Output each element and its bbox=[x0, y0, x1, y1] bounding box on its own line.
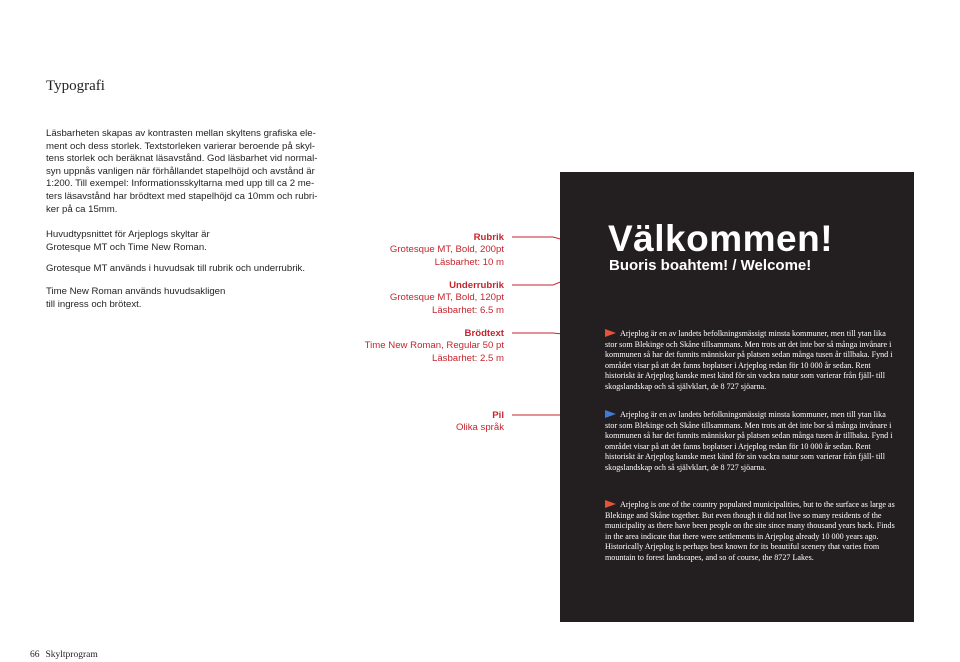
label-rubrik-title: Rubrik bbox=[473, 232, 504, 243]
typeface-line: Huvudtypsnittet för Arjeplogs skyltar är bbox=[46, 229, 210, 240]
intro-line: syn uppnås vanligen när förhållandet stapelhöjd och avstånd är bbox=[46, 165, 315, 177]
intro-line: ker på ca 15mm. bbox=[46, 203, 118, 215]
sign-paragraph-text: Arjeplog är en av landets befolkningsmässigt minsta kommuner, men till ytan lika stor som Blekinge och Skåne tillsammans. Men trots att det inte bor så många invånare i kommunen så har det funnits människor på platsen sedan många tusen år tillbaka. Fynd i området visar på att det fanns boplatser i Arjeplog redan för 10 000 år sedan. Rent historiskt är Arjeplog kanske mest känd för sin vackra natur som varierar från fjäll- till skogslandskap och så självklart, de 8 727 sjöarna. bbox=[605, 410, 893, 472]
label-rubrik-spec: Grotesque MT, Bold, 200pt bbox=[389, 244, 504, 256]
label-underrubrik-spec: Grotesque MT, Bold, 120pt bbox=[389, 292, 504, 304]
label-underrubrik-readability: Läsbarhet: 6.5 m bbox=[432, 304, 504, 316]
label-underrubrik-title: Underrubrik bbox=[449, 280, 504, 291]
intro-line: 1:200. Till exempel: Informationsskyltarna med upp till ca 2 me- bbox=[46, 178, 315, 190]
page-title: Typografi bbox=[46, 78, 105, 94]
label-brodtext-readability: Läsbarhet: 2.5 m bbox=[432, 352, 504, 364]
label-brodtext-spec: Time New Roman, Regular 50 pt bbox=[364, 340, 504, 352]
label-pil-title: Pil bbox=[492, 410, 504, 421]
intro-line: ters läsavstånd har brödtext med stapelhöjd ca 10mm och rubri- bbox=[46, 190, 318, 202]
label-brodtext-title: Brödtext bbox=[464, 328, 504, 339]
label-rubrik-readability: Läsbarhet: 10 m bbox=[434, 256, 504, 268]
sign-paragraph-text: Arjeplog är en av landets befolkningsmässigt minsta kommuner, men till ytan lika stor som Blekinge och Skåne tillsammans. Men trots att det inte bor så många invånare i kommunen så har det funnits människor på platsen sedan många tusen år tillbaka. Fynd i området visar på att det fanns boplatser i Arjeplog redan för 10 000 år sedan. Rent historiskt är Arjeplog kanske mest känd för sin vackra natur som varierar från fjäll- till skogslandskap och så självklart, de 8 727 sjöarna. bbox=[605, 329, 893, 391]
orange-arrow-icon bbox=[605, 329, 616, 337]
blue-arrow-icon bbox=[605, 410, 616, 418]
sign-subheading: Buoris boahtem! / Welcome! bbox=[609, 257, 812, 274]
typeface-line: Grotesque MT och Time New Roman. bbox=[46, 241, 207, 253]
tnr-line: Time New Roman används huvudsakligen bbox=[46, 286, 226, 297]
page-footer bbox=[30, 650, 98, 660]
intro-line: tens storlek och beräknat läsavstånd. God läsbarhet vid normal- bbox=[46, 153, 318, 165]
sign-heading: Välkommen! bbox=[608, 218, 834, 259]
sign-paragraph-swedish-1 bbox=[605, 329, 895, 393]
page-number: 66 bbox=[30, 650, 40, 660]
grotesque-usage-text: Grotesque MT används i huvudsak till rubrik och underrubrik. bbox=[46, 263, 305, 274]
sign-paragraph-text: Arjeplog is one of the country populated municipalities, but to the surface as large as Blekinge and Skåne together. But even though it did not live so many residents of the municipality as there have been people on the site since many thousand years back. Finds in the area indicate that there were settlements in Arjeplog already 10 000 years ago. Historically Arjeplog is perhaps best known for its beautiful scenery that varies from mountain to forest landscapes, and so of course, the 8727 Lakes. bbox=[605, 500, 895, 562]
sign-paragraph-swedish-2 bbox=[605, 410, 895, 474]
orange-arrow-icon bbox=[605, 500, 616, 508]
label-pil-note: Olika språk bbox=[456, 422, 504, 434]
intro-line: ment och dess storlek. Textstorleken varierar beroende på skyl- bbox=[46, 140, 316, 152]
sign-paragraph-english bbox=[605, 500, 895, 564]
tnr-line: till ingress och brötext. bbox=[46, 298, 142, 310]
intro-line: Läsbarheten skapas av kontrasten mellan skyltens grafiska ele- bbox=[46, 128, 316, 139]
section-name: Skyltprogram bbox=[45, 650, 98, 660]
